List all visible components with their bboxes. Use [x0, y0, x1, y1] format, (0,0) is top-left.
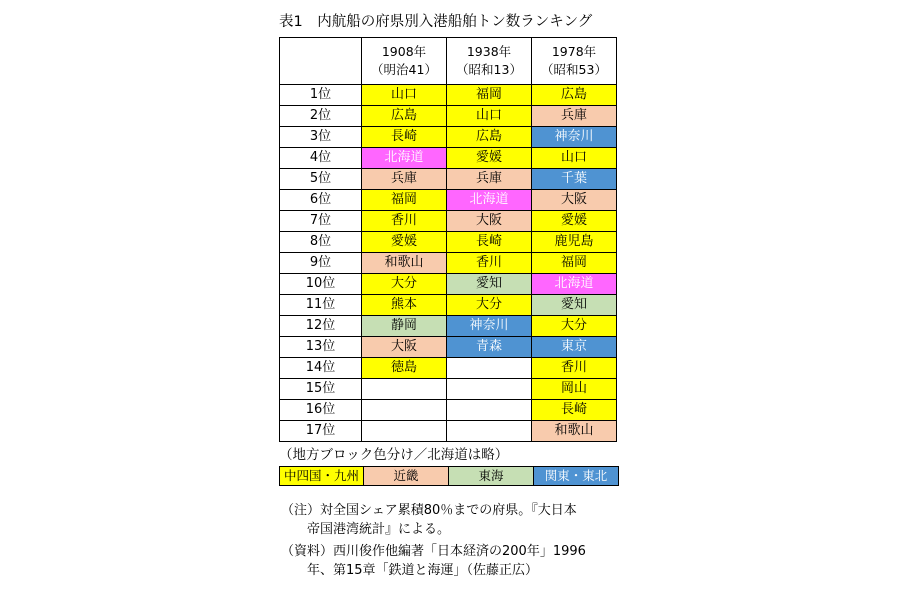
- table-row: [280, 169, 617, 190]
- legend-row: [280, 467, 619, 486]
- prefecture-cell: 北海道: [362, 148, 447, 169]
- rank-cell: 17位: [280, 421, 362, 442]
- table-title: 表1 内航船の府県別入港船舶トン数ランキング: [279, 14, 593, 30]
- prefecture-cell: [447, 400, 532, 421]
- prefecture-cell: 長崎: [447, 232, 532, 253]
- header-year: 1908年: [381, 44, 427, 59]
- prefecture-cell: 鹿児島: [532, 232, 617, 253]
- rank-cell: 11位: [280, 295, 362, 316]
- header-year: 1938年: [466, 44, 512, 59]
- region-legend: [279, 466, 619, 486]
- rank-cell: 2位: [280, 106, 362, 127]
- prefecture-cell: 北海道: [447, 190, 532, 211]
- prefecture-cell: 香川: [532, 358, 617, 379]
- prefecture-cell: 大分: [362, 274, 447, 295]
- table-row: [280, 190, 617, 211]
- prefecture-cell: 香川: [447, 253, 532, 274]
- rank-cell: 14位: [280, 358, 362, 379]
- source-block: [281, 542, 621, 580]
- table-row: [280, 337, 617, 358]
- prefecture-cell: 兵庫: [362, 169, 447, 190]
- legend-item: 東海: [449, 467, 534, 486]
- prefecture-cell: 千葉: [532, 169, 617, 190]
- prefecture-cell: 岡山: [532, 379, 617, 400]
- table-row: [280, 211, 617, 232]
- rank-cell: 16位: [280, 400, 362, 421]
- table-row: [280, 232, 617, 253]
- header-row: [280, 38, 617, 85]
- table-row: [280, 148, 617, 169]
- note-block: [281, 501, 621, 539]
- prefecture-cell: 愛知: [532, 295, 617, 316]
- legend-item: 中四国・九州: [280, 467, 364, 486]
- ranking-table: [279, 37, 617, 442]
- prefecture-cell: 大阪: [447, 211, 532, 232]
- table-row: [280, 295, 617, 316]
- table-row: [280, 253, 617, 274]
- header-1908: [362, 38, 447, 85]
- prefecture-cell: 愛知: [447, 274, 532, 295]
- header-era: （昭和13）: [456, 62, 522, 77]
- prefecture-cell: 熊本: [362, 295, 447, 316]
- prefecture-cell: 静岡: [362, 316, 447, 337]
- header-rank-corner: [280, 38, 362, 85]
- rank-cell: 15位: [280, 379, 362, 400]
- rank-cell: 1位: [280, 85, 362, 106]
- table-row: [280, 85, 617, 106]
- prefecture-cell: 福岡: [447, 85, 532, 106]
- prefecture-cell: 福岡: [532, 253, 617, 274]
- prefecture-cell: 福岡: [362, 190, 447, 211]
- table-row: [280, 127, 617, 148]
- prefecture-cell: 大分: [532, 316, 617, 337]
- table-row: [280, 274, 617, 295]
- prefecture-cell: 和歌山: [532, 421, 617, 442]
- header-year: 1978年: [551, 44, 597, 59]
- prefecture-cell: 神奈川: [447, 316, 532, 337]
- prefecture-cell: 大分: [447, 295, 532, 316]
- prefecture-cell: 広島: [362, 106, 447, 127]
- prefecture-cell: 山口: [362, 85, 447, 106]
- table-row: [280, 379, 617, 400]
- header-era: （昭和53）: [541, 62, 607, 77]
- table-row: [280, 358, 617, 379]
- legend-caption: （地方ブロック色分け／北海道は略）: [279, 447, 509, 463]
- prefecture-cell: 徳島: [362, 358, 447, 379]
- prefecture-cell: [362, 400, 447, 421]
- prefecture-cell: 広島: [447, 127, 532, 148]
- prefecture-cell: 長崎: [362, 127, 447, 148]
- prefecture-cell: [447, 379, 532, 400]
- prefecture-cell: 愛媛: [447, 148, 532, 169]
- prefecture-cell: 長崎: [532, 400, 617, 421]
- rank-cell: 6位: [280, 190, 362, 211]
- rank-cell: 5位: [280, 169, 362, 190]
- rank-cell: 4位: [280, 148, 362, 169]
- prefecture-cell: [447, 358, 532, 379]
- source-line: （資料）西川俊作他編著「日本経済の200年」1996: [281, 544, 586, 559]
- prefecture-cell: 山口: [532, 148, 617, 169]
- prefecture-cell: 大阪: [362, 337, 447, 358]
- prefecture-cell: 大阪: [532, 190, 617, 211]
- prefecture-cell: [362, 421, 447, 442]
- rank-cell: 7位: [280, 211, 362, 232]
- prefecture-cell: 山口: [447, 106, 532, 127]
- prefecture-cell: 香川: [362, 211, 447, 232]
- rank-cell: 13位: [280, 337, 362, 358]
- table-row: [280, 106, 617, 127]
- header-era: （明治41）: [371, 62, 437, 77]
- note-line: 帝国港湾統計』による。: [281, 522, 451, 537]
- note-line: （注）対全国シェア累積80％までの府県。『大日本: [281, 503, 577, 518]
- rank-cell: 3位: [280, 127, 362, 148]
- rank-cell: 12位: [280, 316, 362, 337]
- prefecture-cell: 兵庫: [447, 169, 532, 190]
- prefecture-cell: [362, 379, 447, 400]
- legend-item: 関東・東北: [534, 467, 619, 486]
- prefecture-cell: 東京: [532, 337, 617, 358]
- rank-cell: 9位: [280, 253, 362, 274]
- table-row: [280, 316, 617, 337]
- source-line: 年、第15章「鉄道と海運」（佐藤正広）: [281, 563, 539, 578]
- header-1978: [532, 38, 617, 85]
- prefecture-cell: 愛媛: [362, 232, 447, 253]
- prefecture-cell: 青森: [447, 337, 532, 358]
- rank-cell: 10位: [280, 274, 362, 295]
- prefecture-cell: 神奈川: [532, 127, 617, 148]
- prefecture-cell: 広島: [532, 85, 617, 106]
- table-row: [280, 400, 617, 421]
- prefecture-cell: [447, 421, 532, 442]
- rank-cell: 8位: [280, 232, 362, 253]
- legend-item: 近畿: [364, 467, 449, 486]
- prefecture-cell: 北海道: [532, 274, 617, 295]
- prefecture-cell: 和歌山: [362, 253, 447, 274]
- table-row: [280, 421, 617, 442]
- prefecture-cell: 愛媛: [532, 211, 617, 232]
- prefecture-cell: 兵庫: [532, 106, 617, 127]
- header-1938: [447, 38, 532, 85]
